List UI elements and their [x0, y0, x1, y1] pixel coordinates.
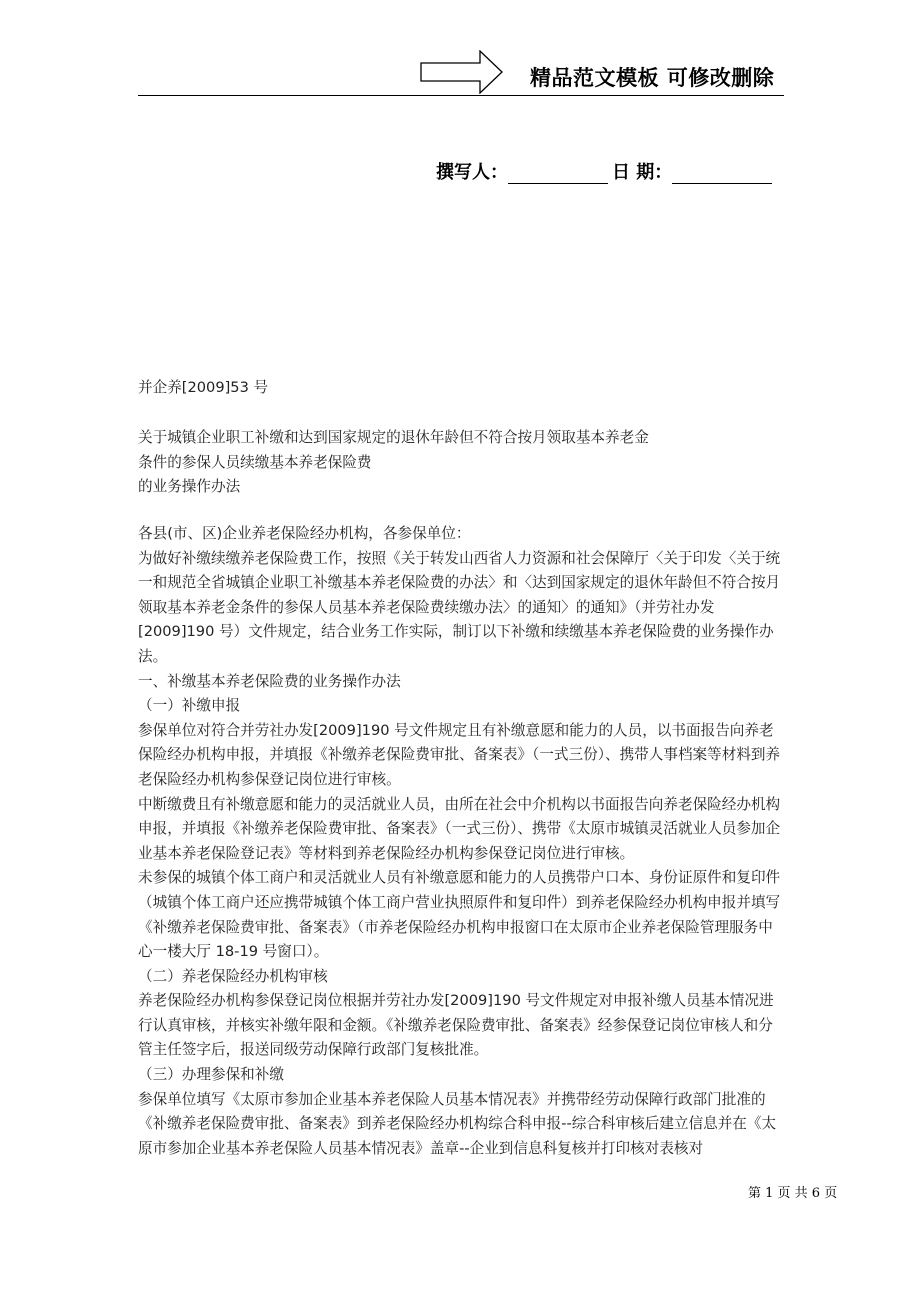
paragraph: 参保单位对符合并劳社办发[2009]190 号文件规定且有补缴意愿和能力的人员，以书面报告向养老保险经办机构申报，并填报《补缴养老保险费审批、备案表》（一式三份）、携带人事档案等材料到养老保险经办机构参保登记岗位进行审核。: [138, 721, 781, 788]
title-line: 条件的参保人员续缴基本养老保险费: [138, 453, 372, 471]
paragraph: 养老保险经办机构参保登记岗位根据并劳社办发[2009]190 号文件规定对申报补缴人员基本情况进行认真审核，并核实补缴年限和金额。《补缴养老保险费审批、备案表》经参保登记岗位审核人和分管主任签字后，报送同级劳动保障行政部门复核批准。: [138, 992, 774, 1059]
header-title: 精品范文模板 可修改删除: [530, 66, 775, 90]
document-body: [138, 522, 784, 1161]
author-date-row: [436, 160, 776, 184]
subsection-heading: （一）补缴申报: [138, 697, 241, 715]
arrow-right-icon: [420, 50, 504, 94]
page-number: 第 1 页 共 6 页: [748, 1186, 838, 1201]
title-line: 的业务操作办法: [138, 478, 241, 496]
subsection-heading: （三）办理参保和补缴: [138, 1066, 284, 1084]
author-blank-field[interactable]: [508, 163, 608, 184]
section-heading: 一、补缴基本养老保险费的业务操作办法: [138, 672, 401, 690]
document-title: [138, 426, 784, 500]
author-label: 撰写人：: [436, 162, 508, 183]
paragraph: 为做好补缴续缴养老保险费工作，按照《关于转发山西省人力资源和社会保障厅〈关于印发〈关于统一和规范全省城镇企业职工补缴基本养老保险费的办法〉和〈达到国家规定的退休年龄但不符合按月领取基本养老金条件的参保人员基本养老保险费续缴办法〉的通知〉的通知》（并劳社办发[2009]190 号）文件规定，结合业务工作实际，制订以下补缴和续缴基本养老保险费的业务操作办法。: [138, 549, 781, 665]
paragraph: 参保单位填写《太原市参加企业基本养老保险人员基本情况表》并携带经劳动保障行政部门批准的《补缴养老保险费审批、备案表》到养老保险经办机构综合科申报--综合科审核后建立信息并在《太原市参加企业基本养老保险人员基本情况表》盖章--企业到信息科复核并打印核对表核对: [138, 1090, 777, 1157]
salutation: 各县(市、区)企业养老保险经办机构，各参保单位：: [138, 525, 471, 542]
date-label: 日 期：: [612, 162, 673, 183]
paragraph: 中断缴费且有补缴意愿和能力的灵活就业人员，由所在社会中介机构以书面报告向养老保险经办机构申报，并填报《补缴养老保险费审批、备案表》（一式三份）、携带《太原市城镇灵活就业人员参加企业基本养老保险登记表》等材料到养老保险经办机构参保登记岗位进行审核。: [138, 795, 781, 862]
header-divider: [138, 95, 784, 96]
paragraph: 未参保的城镇个体工商户和灵活就业人员有补缴意愿和能力的人员携带户口本、身份证原件和复印件（城镇个体工商户还应携带城镇个体工商户营业执照原件和复印件）到养老保险经办机构申报并填写《补缴养老保险费审批、备案表》（市养老保险经办机构申报窗口在太原市企业养老保险管理服务中心一楼大厅 18-19 号窗口）。: [138, 869, 781, 961]
document-number: 并企养[2009]53 号: [138, 379, 269, 396]
date-blank-field[interactable]: [672, 163, 772, 184]
subsection-heading: （二）养老保险经办机构审核: [138, 967, 328, 985]
title-line: 关于城镇企业职工补缴和达到国家规定的退休年龄但不符合按月领取基本养老金: [138, 429, 649, 446]
